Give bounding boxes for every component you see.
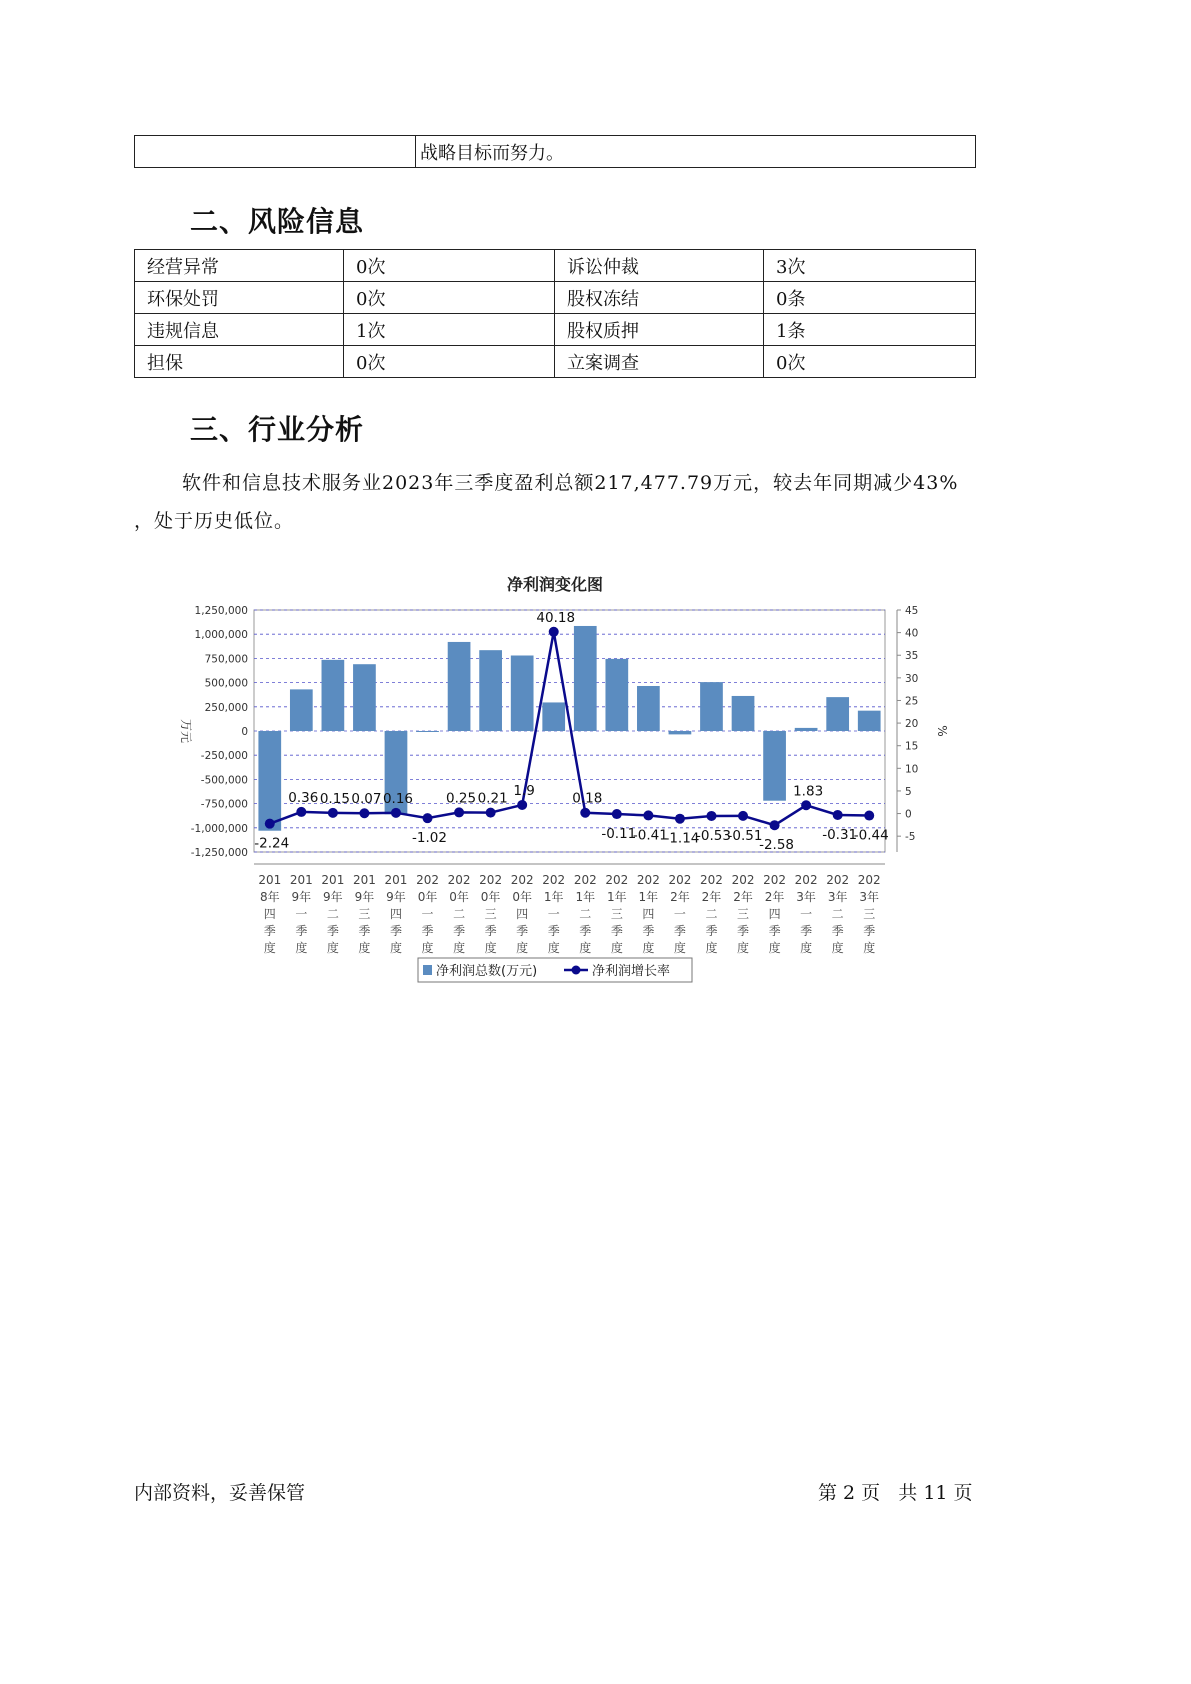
risk-label: 担保 bbox=[135, 346, 344, 378]
x-tick-label: 202 bbox=[857, 873, 881, 887]
x-tick-label: 202 bbox=[510, 873, 534, 887]
legend-line-label: 净利润增长率 bbox=[592, 964, 671, 979]
x-tick-label: 3年 bbox=[827, 890, 848, 904]
growth-data-label: 1.9 bbox=[513, 782, 535, 799]
x-tick-label: 202 bbox=[700, 873, 723, 887]
bar bbox=[258, 731, 281, 831]
x-tick-label: 季 bbox=[484, 924, 497, 938]
bar bbox=[448, 642, 471, 731]
x-tick-label: 度 bbox=[800, 941, 813, 955]
x-tick-label: 1年 bbox=[607, 890, 627, 904]
x-tick-label: 201 bbox=[258, 873, 282, 887]
bar bbox=[479, 650, 502, 731]
growth-data-label: 0.21 bbox=[477, 790, 508, 807]
x-tick-label: 度 bbox=[863, 941, 876, 955]
industry-line-1: 软件和信息技术服务业2023年三季度盈利总额217,477.79万元，较去年同期减少43% bbox=[182, 472, 959, 494]
x-tick-label: 四 bbox=[389, 907, 402, 921]
x-tick-label: 二 bbox=[705, 907, 718, 921]
x-tick-label: 一 bbox=[295, 907, 308, 921]
x-tick-label: 9年 bbox=[291, 890, 312, 904]
x-tick-label: 202 bbox=[605, 873, 629, 887]
risk-info-table bbox=[134, 249, 976, 378]
bar bbox=[322, 660, 345, 731]
growth-data-label: 40.18 bbox=[536, 609, 576, 626]
x-tick-label: 季 bbox=[863, 924, 876, 938]
y-tick-label: 250,000 bbox=[204, 701, 248, 714]
growth-point bbox=[612, 809, 622, 819]
growth-point bbox=[265, 819, 275, 829]
x-tick-label: 一 bbox=[673, 907, 686, 921]
x-tick-label: 度 bbox=[389, 941, 402, 955]
growth-data-label: -1.02 bbox=[412, 830, 447, 847]
y-tick-label: 0 bbox=[241, 726, 248, 738]
bar bbox=[732, 696, 755, 731]
risk-value: 3次 bbox=[764, 250, 976, 282]
x-tick-label: 四 bbox=[768, 907, 781, 921]
growth-data-label: -0.53 bbox=[696, 827, 731, 844]
x-tick-label: 度 bbox=[642, 941, 655, 955]
table-cell-left bbox=[135, 136, 416, 168]
y2-tick-label: 40 bbox=[905, 627, 919, 640]
legend-bar-swatch bbox=[423, 965, 432, 975]
y-tick-label: 750,000 bbox=[204, 653, 248, 666]
risk-label: 股权质押 bbox=[555, 314, 764, 346]
table-row bbox=[135, 282, 976, 314]
growth-data-label: -2.58 bbox=[759, 837, 795, 854]
x-tick-label: 3年 bbox=[859, 890, 880, 904]
growth-point bbox=[801, 800, 811, 810]
growth-data-label: 0.18 bbox=[572, 790, 603, 807]
risk-label: 立案调查 bbox=[555, 346, 764, 378]
risk-label: 诉讼仲裁 bbox=[555, 250, 764, 282]
y-tick-label: -500,000 bbox=[200, 774, 248, 787]
table-row bbox=[135, 314, 976, 346]
x-tick-label: 二 bbox=[579, 907, 592, 921]
x-tick-label: 季 bbox=[705, 924, 718, 938]
x-tick-label: 季 bbox=[642, 924, 655, 938]
risk-value: 0次 bbox=[344, 282, 555, 314]
table-row bbox=[135, 346, 976, 378]
x-tick-label: 9年 bbox=[354, 890, 375, 904]
y-tick-label: -250,000 bbox=[200, 750, 248, 763]
x-tick-label: 202 bbox=[763, 873, 787, 887]
x-tick-label: 202 bbox=[731, 873, 755, 887]
x-tick-label: 季 bbox=[831, 924, 844, 938]
x-tick-label: 3年 bbox=[796, 890, 816, 904]
growth-point bbox=[423, 813, 433, 823]
x-tick-label: 2年 bbox=[670, 890, 690, 904]
y-tick-label: 1,250,000 bbox=[194, 605, 248, 617]
growth-data-label: -1.14 bbox=[664, 830, 700, 847]
x-tick-label: 一 bbox=[421, 907, 434, 921]
x-tick-label: 三 bbox=[863, 907, 876, 921]
risk-value: 1条 bbox=[764, 314, 976, 346]
x-tick-label: 三 bbox=[358, 907, 371, 921]
y2-tick-label: 10 bbox=[905, 763, 919, 776]
x-tick-label: 1年 bbox=[543, 890, 564, 904]
bar bbox=[669, 731, 692, 734]
x-tick-label: 三 bbox=[610, 907, 623, 921]
x-tick-label: 202 bbox=[826, 873, 850, 887]
y-tick-label: -1,250,000 bbox=[190, 847, 248, 859]
x-tick-label: 度 bbox=[705, 941, 718, 955]
x-tick-label: 2年 bbox=[764, 890, 785, 904]
y2-tick-label: 25 bbox=[905, 695, 919, 708]
growth-point bbox=[486, 808, 496, 818]
x-tick-label: 三 bbox=[484, 907, 497, 921]
legend-line-marker bbox=[572, 966, 581, 975]
x-tick-label: 度 bbox=[326, 941, 339, 955]
x-tick-label: 0年 bbox=[417, 890, 438, 904]
x-tick-label: 度 bbox=[610, 941, 623, 955]
bar bbox=[826, 697, 849, 731]
bar bbox=[574, 626, 597, 731]
x-tick-label: 度 bbox=[484, 941, 497, 955]
y-tick-label: 500,000 bbox=[204, 677, 248, 690]
growth-data-label: -0.44 bbox=[853, 827, 889, 844]
x-tick-label: 201 bbox=[352, 873, 376, 887]
y2-tick-label: 30 bbox=[905, 672, 919, 685]
bar bbox=[416, 731, 439, 732]
x-tick-label: 季 bbox=[263, 924, 276, 938]
growth-point bbox=[833, 810, 843, 820]
risk-value: 0条 bbox=[764, 282, 976, 314]
x-tick-label: 季 bbox=[453, 924, 466, 938]
bar bbox=[353, 664, 376, 731]
x-tick-label: 二 bbox=[453, 907, 466, 921]
growth-data-label: 1.83 bbox=[793, 783, 824, 800]
x-tick-label: 季 bbox=[516, 924, 529, 938]
growth-point bbox=[391, 808, 401, 818]
x-tick-label: 202 bbox=[573, 873, 597, 887]
x-tick-label: 202 bbox=[636, 873, 660, 887]
growth-data-label: 0.25 bbox=[446, 790, 477, 807]
x-tick-label: 9年 bbox=[386, 890, 406, 904]
risk-label: 环保处罚 bbox=[135, 282, 344, 314]
x-tick-label: 二 bbox=[326, 907, 339, 921]
x-tick-label: 季 bbox=[673, 924, 686, 938]
x-tick-label: 度 bbox=[547, 941, 560, 955]
growth-point bbox=[359, 808, 369, 818]
bar bbox=[511, 655, 534, 731]
x-tick-label: 0年 bbox=[449, 890, 469, 904]
industry-line-2: ，处于历史低位。 bbox=[134, 510, 295, 532]
x-tick-label: 季 bbox=[737, 924, 750, 938]
x-tick-label: 季 bbox=[326, 924, 339, 938]
risk-label: 违规信息 bbox=[135, 314, 344, 346]
x-tick-label: 一 bbox=[800, 907, 813, 921]
growth-data-label: 0.36 bbox=[288, 789, 319, 806]
x-tick-label: 度 bbox=[831, 941, 844, 955]
x-tick-label: 202 bbox=[479, 873, 503, 887]
x-tick-label: 度 bbox=[579, 941, 592, 955]
bar bbox=[858, 711, 881, 731]
growth-data-label: 0.15 bbox=[319, 790, 350, 807]
x-tick-label: 度 bbox=[453, 941, 466, 955]
y2-tick-label: 45 bbox=[905, 605, 919, 617]
x-tick-label: 季 bbox=[768, 924, 781, 938]
growth-point bbox=[675, 814, 685, 824]
x-tick-label: 202 bbox=[447, 873, 471, 887]
table-cell-right: 战略目标而努力。 bbox=[416, 136, 976, 168]
x-tick-label: 季 bbox=[358, 924, 371, 938]
x-tick-label: 202 bbox=[542, 873, 566, 887]
bar bbox=[637, 686, 660, 731]
growth-point bbox=[770, 820, 780, 830]
footer-page-number: 第 2 页 共 11 页 bbox=[818, 1482, 973, 1504]
x-tick-label: 一 bbox=[547, 907, 560, 921]
y-axis-label: 万元 bbox=[179, 718, 193, 744]
footer-left: 内部资料，妥善保管 bbox=[134, 1482, 306, 1504]
y2-axis-label: % bbox=[935, 725, 949, 737]
x-tick-label: 季 bbox=[295, 924, 308, 938]
table-row bbox=[135, 250, 976, 282]
x-tick-label: 季 bbox=[610, 924, 623, 938]
x-tick-label: 201 bbox=[321, 873, 345, 887]
chart-title: 净利润变化图 bbox=[506, 575, 604, 594]
x-tick-label: 度 bbox=[516, 941, 529, 955]
x-tick-label: 度 bbox=[295, 941, 308, 955]
legend-bar-label: 净利润总数(万元) bbox=[436, 964, 538, 979]
growth-data-label: 0.07 bbox=[351, 791, 382, 808]
growth-point bbox=[328, 808, 338, 818]
bar bbox=[290, 689, 313, 731]
growth-point bbox=[706, 811, 716, 821]
bar bbox=[795, 728, 818, 731]
growth-point bbox=[580, 808, 590, 818]
x-tick-label: 度 bbox=[737, 941, 750, 955]
y2-tick-label: 5 bbox=[905, 785, 912, 798]
y2-tick-label: 20 bbox=[905, 718, 919, 731]
risk-value: 1次 bbox=[344, 314, 555, 346]
bar bbox=[605, 659, 628, 731]
x-tick-label: 度 bbox=[768, 941, 781, 955]
x-tick-label: 二 bbox=[831, 907, 844, 921]
x-tick-label: 202 bbox=[668, 873, 692, 887]
growth-point bbox=[296, 807, 306, 817]
x-tick-label: 201 bbox=[289, 873, 313, 887]
risk-label: 经营异常 bbox=[135, 250, 344, 282]
x-tick-label: 0年 bbox=[480, 890, 501, 904]
y-tick-label: -1,000,000 bbox=[190, 822, 248, 835]
y-tick-label: 1,000,000 bbox=[194, 629, 248, 642]
x-tick-label: 季 bbox=[800, 924, 813, 938]
growth-point bbox=[549, 627, 559, 637]
growth-point bbox=[454, 807, 464, 817]
x-tick-label: 1年 bbox=[638, 890, 659, 904]
net-profit-chart bbox=[160, 565, 960, 995]
x-tick-label: 度 bbox=[421, 941, 434, 955]
growth-data-label: -0.41 bbox=[632, 827, 668, 844]
y2-tick-label: 35 bbox=[905, 650, 919, 663]
x-tick-label: 季 bbox=[421, 924, 434, 938]
x-tick-label: 2年 bbox=[701, 890, 722, 904]
growth-data-label: 0.16 bbox=[382, 790, 414, 807]
growth-point bbox=[517, 800, 527, 810]
bar bbox=[542, 702, 565, 731]
x-tick-label: 三 bbox=[737, 907, 750, 921]
business-table-continuation bbox=[134, 135, 976, 168]
industry-paragraph bbox=[134, 464, 994, 540]
x-tick-label: 季 bbox=[547, 924, 560, 938]
bar bbox=[700, 682, 723, 731]
x-tick-label: 9年 bbox=[323, 890, 343, 904]
x-tick-label: 四 bbox=[516, 907, 529, 921]
growth-point bbox=[738, 811, 748, 821]
risk-value: 0次 bbox=[344, 346, 555, 378]
growth-data-label: -0.51 bbox=[727, 827, 763, 844]
x-tick-label: 202 bbox=[794, 873, 818, 887]
growth-point bbox=[643, 810, 653, 820]
x-tick-label: 1年 bbox=[575, 890, 596, 904]
x-tick-label: 8年 bbox=[259, 890, 280, 904]
risk-section-heading: 二、风险信息 bbox=[190, 205, 365, 238]
x-tick-label: 四 bbox=[263, 907, 276, 921]
x-tick-label: 季 bbox=[389, 924, 402, 938]
growth-point bbox=[864, 811, 874, 821]
growth-data-label: -2.24 bbox=[254, 835, 290, 852]
risk-value: 0次 bbox=[344, 250, 555, 282]
x-tick-label: 四 bbox=[642, 907, 655, 921]
y2-tick-label: 0 bbox=[905, 808, 912, 821]
y2-tick-label: -5 bbox=[905, 831, 916, 844]
bar bbox=[763, 731, 786, 801]
x-tick-label: 度 bbox=[673, 941, 686, 955]
industry-section-heading: 三、行业分析 bbox=[190, 413, 365, 446]
x-tick-label: 202 bbox=[416, 873, 439, 887]
x-tick-label: 度 bbox=[358, 941, 371, 955]
x-tick-label: 0年 bbox=[512, 890, 532, 904]
x-tick-label: 2年 bbox=[733, 890, 753, 904]
x-tick-label: 201 bbox=[384, 873, 408, 887]
y2-tick-label: 15 bbox=[905, 740, 919, 753]
x-tick-label: 季 bbox=[579, 924, 592, 938]
growth-data-label: -0.11 bbox=[601, 826, 637, 843]
growth-data-label: -0.31 bbox=[822, 826, 858, 843]
x-tick-label: 度 bbox=[263, 941, 276, 955]
risk-label: 股权冻结 bbox=[555, 282, 764, 314]
risk-value: 0次 bbox=[764, 346, 976, 378]
y-tick-label: -750,000 bbox=[200, 798, 248, 811]
